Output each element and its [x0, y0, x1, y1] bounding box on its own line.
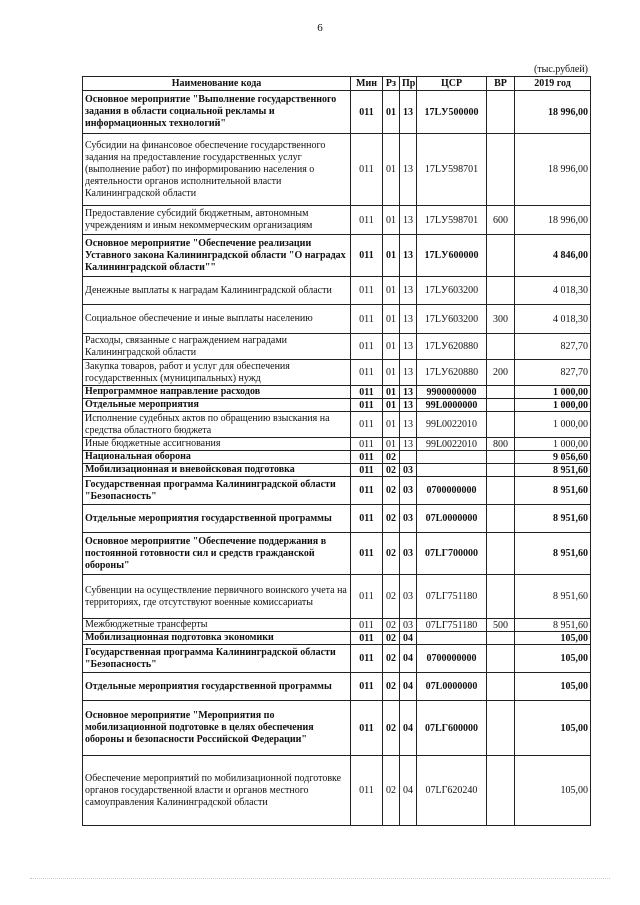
cell-rz: 01	[383, 360, 400, 386]
cell-vr	[487, 386, 515, 399]
cell-pr: 13	[400, 386, 417, 399]
cell-amount: 105,00	[515, 632, 591, 645]
cell-name: Основное мероприятие "Выполнение государственного задания в области социальной рекламы и информационных технологий"	[83, 91, 351, 134]
cell-rz: 02	[383, 575, 400, 619]
cell-min: 011	[351, 505, 383, 533]
cell-rz: 01	[383, 386, 400, 399]
cell-csr: 07L0000000	[417, 505, 487, 533]
header-vr: ВР	[487, 77, 515, 91]
cell-pr: 04	[400, 632, 417, 645]
cell-csr: 99L0022010	[417, 412, 487, 438]
cell-pr: 13	[400, 360, 417, 386]
table-row	[83, 277, 591, 305]
scan-noise	[30, 878, 610, 880]
unit-note: (тыс.рублей)	[533, 64, 588, 75]
cell-pr: 13	[400, 438, 417, 451]
cell-min: 011	[351, 412, 383, 438]
table-row	[83, 451, 591, 464]
cell-min: 011	[351, 575, 383, 619]
header-pr: Пр	[400, 77, 417, 91]
cell-min: 011	[351, 134, 383, 206]
cell-csr: 17LУ620880	[417, 334, 487, 360]
cell-csr: 9900000000	[417, 386, 487, 399]
cell-csr: 07L0000000	[417, 673, 487, 701]
header-min: Мин	[351, 77, 383, 91]
header-name: Наименование кода	[83, 77, 351, 91]
cell-pr: 13	[400, 412, 417, 438]
cell-csr: 17LУ598701	[417, 134, 487, 206]
cell-min: 011	[351, 645, 383, 673]
cell-pr: 03	[400, 619, 417, 632]
cell-rz: 02	[383, 533, 400, 575]
table-row	[83, 575, 591, 619]
cell-pr: 13	[400, 399, 417, 412]
cell-min: 011	[351, 464, 383, 477]
cell-rz: 02	[383, 619, 400, 632]
cell-name: Предоставление субсидий бюджетным, автономным учреждениям и иным некоммерческим организациям	[83, 206, 351, 235]
cell-pr: 04	[400, 673, 417, 701]
cell-vr: 200	[487, 360, 515, 386]
table-row	[83, 673, 591, 701]
cell-csr: 0700000000	[417, 645, 487, 673]
cell-pr	[400, 451, 417, 464]
cell-name: Межбюджетные трансферты	[83, 619, 351, 632]
cell-vr	[487, 451, 515, 464]
cell-min: 011	[351, 360, 383, 386]
cell-vr	[487, 277, 515, 305]
cell-csr: 17LУ600000	[417, 235, 487, 277]
cell-name: Денежные выплаты к наградам Калининградской области	[83, 277, 351, 305]
cell-amount: 8 951,60	[515, 533, 591, 575]
table-row	[83, 91, 591, 134]
cell-pr: 13	[400, 206, 417, 235]
cell-pr: 03	[400, 575, 417, 619]
cell-vr	[487, 505, 515, 533]
cell-amount: 1 000,00	[515, 399, 591, 412]
cell-rz: 01	[383, 438, 400, 451]
cell-amount: 105,00	[515, 701, 591, 756]
cell-vr: 500	[487, 619, 515, 632]
cell-name: Отдельные мероприятия	[83, 399, 351, 412]
header-row	[83, 77, 591, 91]
cell-min: 011	[351, 438, 383, 451]
table-row	[83, 134, 591, 206]
cell-amount: 8 951,60	[515, 575, 591, 619]
cell-csr: 17LУ603200	[417, 305, 487, 334]
cell-rz: 02	[383, 464, 400, 477]
cell-rz: 01	[383, 305, 400, 334]
cell-amount: 8 951,60	[515, 477, 591, 505]
cell-name: Мобилизационная и вневойсковая подготовка	[83, 464, 351, 477]
cell-name: Отдельные мероприятия государственной программы	[83, 673, 351, 701]
cell-pr: 13	[400, 277, 417, 305]
cell-name: Расходы, связанные с награждением наградами Калининградской области	[83, 334, 351, 360]
cell-amount: 105,00	[515, 673, 591, 701]
page-number: 6	[317, 22, 323, 34]
cell-vr	[487, 235, 515, 277]
cell-csr	[417, 451, 487, 464]
cell-vr	[487, 464, 515, 477]
cell-min: 011	[351, 451, 383, 464]
table-row	[83, 533, 591, 575]
cell-vr: 600	[487, 206, 515, 235]
cell-rz: 02	[383, 632, 400, 645]
cell-amount: 18 996,00	[515, 91, 591, 134]
cell-rz: 01	[383, 412, 400, 438]
cell-csr: 07LГ600000	[417, 701, 487, 756]
cell-vr	[487, 412, 515, 438]
cell-min: 011	[351, 632, 383, 645]
cell-min: 011	[351, 91, 383, 134]
cell-rz: 02	[383, 477, 400, 505]
cell-name: Мобилизационная подготовка экономики	[83, 632, 351, 645]
cell-vr	[487, 134, 515, 206]
budget-table	[82, 76, 591, 826]
cell-rz: 02	[383, 645, 400, 673]
cell-pr: 03	[400, 533, 417, 575]
cell-pr: 04	[400, 701, 417, 756]
cell-vr	[487, 334, 515, 360]
cell-name: Обеспечение мероприятий по мобилизационной подготовке органов государственной власти и органов местного самоуправления Калининградской области	[83, 756, 351, 826]
cell-name: Исполнение судебных актов по обращению взыскания на средства областного бюджета	[83, 412, 351, 438]
cell-rz: 01	[383, 334, 400, 360]
cell-min: 011	[351, 477, 383, 505]
cell-rz: 02	[383, 701, 400, 756]
cell-vr	[487, 645, 515, 673]
cell-amount: 1 000,00	[515, 386, 591, 399]
cell-vr	[487, 673, 515, 701]
cell-csr: 0700000000	[417, 477, 487, 505]
cell-amount: 105,00	[515, 645, 591, 673]
cell-min: 011	[351, 399, 383, 412]
cell-csr: 07LГ751180	[417, 619, 487, 632]
cell-min: 011	[351, 235, 383, 277]
cell-amount: 18 996,00	[515, 134, 591, 206]
cell-amount: 8 951,60	[515, 619, 591, 632]
cell-name: Национальная оборона	[83, 451, 351, 464]
cell-vr	[487, 701, 515, 756]
cell-csr: 17LУ620880	[417, 360, 487, 386]
cell-min: 011	[351, 533, 383, 575]
cell-csr: 99L0022010	[417, 438, 487, 451]
cell-pr: 04	[400, 756, 417, 826]
header-csr: ЦСР	[417, 77, 487, 91]
cell-pr: 13	[400, 134, 417, 206]
cell-csr	[417, 632, 487, 645]
cell-min: 011	[351, 305, 383, 334]
cell-min: 011	[351, 206, 383, 235]
table-row	[83, 360, 591, 386]
cell-vr	[487, 756, 515, 826]
cell-min: 011	[351, 673, 383, 701]
table-row	[83, 477, 591, 505]
cell-amount: 4 018,30	[515, 277, 591, 305]
cell-min: 011	[351, 386, 383, 399]
cell-pr: 13	[400, 91, 417, 134]
cell-amount: 1 000,00	[515, 412, 591, 438]
cell-vr	[487, 575, 515, 619]
cell-csr: 17LУ500000	[417, 91, 487, 134]
cell-rz: 01	[383, 206, 400, 235]
cell-name: Основное мероприятие "Обеспечение реализации Уставного закона Калининградской области "О наградах Калининградской области""	[83, 235, 351, 277]
cell-rz: 02	[383, 451, 400, 464]
table-row	[83, 701, 591, 756]
header-rz: Рз	[383, 77, 400, 91]
cell-name: Отдельные мероприятия государственной программы	[83, 505, 351, 533]
cell-pr: 03	[400, 505, 417, 533]
cell-rz: 02	[383, 673, 400, 701]
cell-name: Социальное обеспечение и иные выплаты населению	[83, 305, 351, 334]
table-row	[83, 334, 591, 360]
cell-csr: 17LУ603200	[417, 277, 487, 305]
cell-pr: 13	[400, 235, 417, 277]
cell-csr: 99L0000000	[417, 399, 487, 412]
cell-rz: 01	[383, 235, 400, 277]
cell-amount: 8 951,60	[515, 505, 591, 533]
cell-vr	[487, 477, 515, 505]
table-row	[83, 645, 591, 673]
table-row	[83, 632, 591, 645]
cell-min: 011	[351, 277, 383, 305]
cell-vr	[487, 632, 515, 645]
table-row	[83, 619, 591, 632]
cell-amount: 105,00	[515, 756, 591, 826]
cell-rz: 01	[383, 91, 400, 134]
cell-name: Субвенции на осуществление первичного воинского учета на территориях, где отсутствуют военные комиссариаты	[83, 575, 351, 619]
cell-rz: 02	[383, 505, 400, 533]
cell-name: Государственная программа Калининградской области "Безопасность"	[83, 645, 351, 673]
cell-name: Непрограммное направление расходов	[83, 386, 351, 399]
cell-csr: 07LГ700000	[417, 533, 487, 575]
cell-name: Основное мероприятие "Мероприятия по мобилизационной подготовке в целях обеспечения обороны и безопасности Российской Федерации"	[83, 701, 351, 756]
cell-vr: 800	[487, 438, 515, 451]
cell-name: Государственная программа Калининградской области "Безопасность"	[83, 477, 351, 505]
cell-pr: 13	[400, 334, 417, 360]
cell-rz: 01	[383, 134, 400, 206]
table-row	[83, 412, 591, 438]
table-row	[83, 464, 591, 477]
cell-min: 011	[351, 701, 383, 756]
cell-min: 011	[351, 756, 383, 826]
cell-pr: 13	[400, 305, 417, 334]
cell-amount: 18 996,00	[515, 206, 591, 235]
cell-min: 011	[351, 334, 383, 360]
table-row	[83, 386, 591, 399]
cell-vr	[487, 91, 515, 134]
cell-vr	[487, 399, 515, 412]
table-row	[83, 399, 591, 412]
cell-min: 011	[351, 619, 383, 632]
cell-amount: 9 056,60	[515, 451, 591, 464]
cell-name: Иные бюджетные ассигнования	[83, 438, 351, 451]
cell-pr: 03	[400, 477, 417, 505]
table-row	[83, 235, 591, 277]
cell-vr	[487, 533, 515, 575]
cell-csr	[417, 464, 487, 477]
cell-rz: 02	[383, 756, 400, 826]
cell-amount: 827,70	[515, 334, 591, 360]
cell-rz: 01	[383, 399, 400, 412]
cell-name: Основное мероприятие "Обеспечение поддержания в постоянной готовности сил и средств гражданской обороны"	[83, 533, 351, 575]
cell-vr: 300	[487, 305, 515, 334]
cell-csr: 17LУ598701	[417, 206, 487, 235]
table-row	[83, 438, 591, 451]
cell-name: Закупка товаров, работ и услуг для обеспечения государственных (муниципальных) нужд	[83, 360, 351, 386]
table-row	[83, 305, 591, 334]
cell-amount: 827,70	[515, 360, 591, 386]
table-row	[83, 206, 591, 235]
cell-amount: 4 846,00	[515, 235, 591, 277]
table-row	[83, 505, 591, 533]
table-row	[83, 756, 591, 826]
cell-csr: 07LГ620240	[417, 756, 487, 826]
header-year: 2019 год	[515, 77, 591, 91]
cell-pr: 03	[400, 464, 417, 477]
cell-amount: 8 951,60	[515, 464, 591, 477]
cell-pr: 04	[400, 645, 417, 673]
cell-amount: 1 000,00	[515, 438, 591, 451]
cell-name: Субсидии на финансовое обеспечение государственного задания на предоставление государственных услуг (выполнение работ) по информированию населения о деятельности органов исполнительной власти Калининградской области	[83, 134, 351, 206]
cell-csr: 07LГ751180	[417, 575, 487, 619]
cell-rz: 01	[383, 277, 400, 305]
cell-amount: 4 018,30	[515, 305, 591, 334]
